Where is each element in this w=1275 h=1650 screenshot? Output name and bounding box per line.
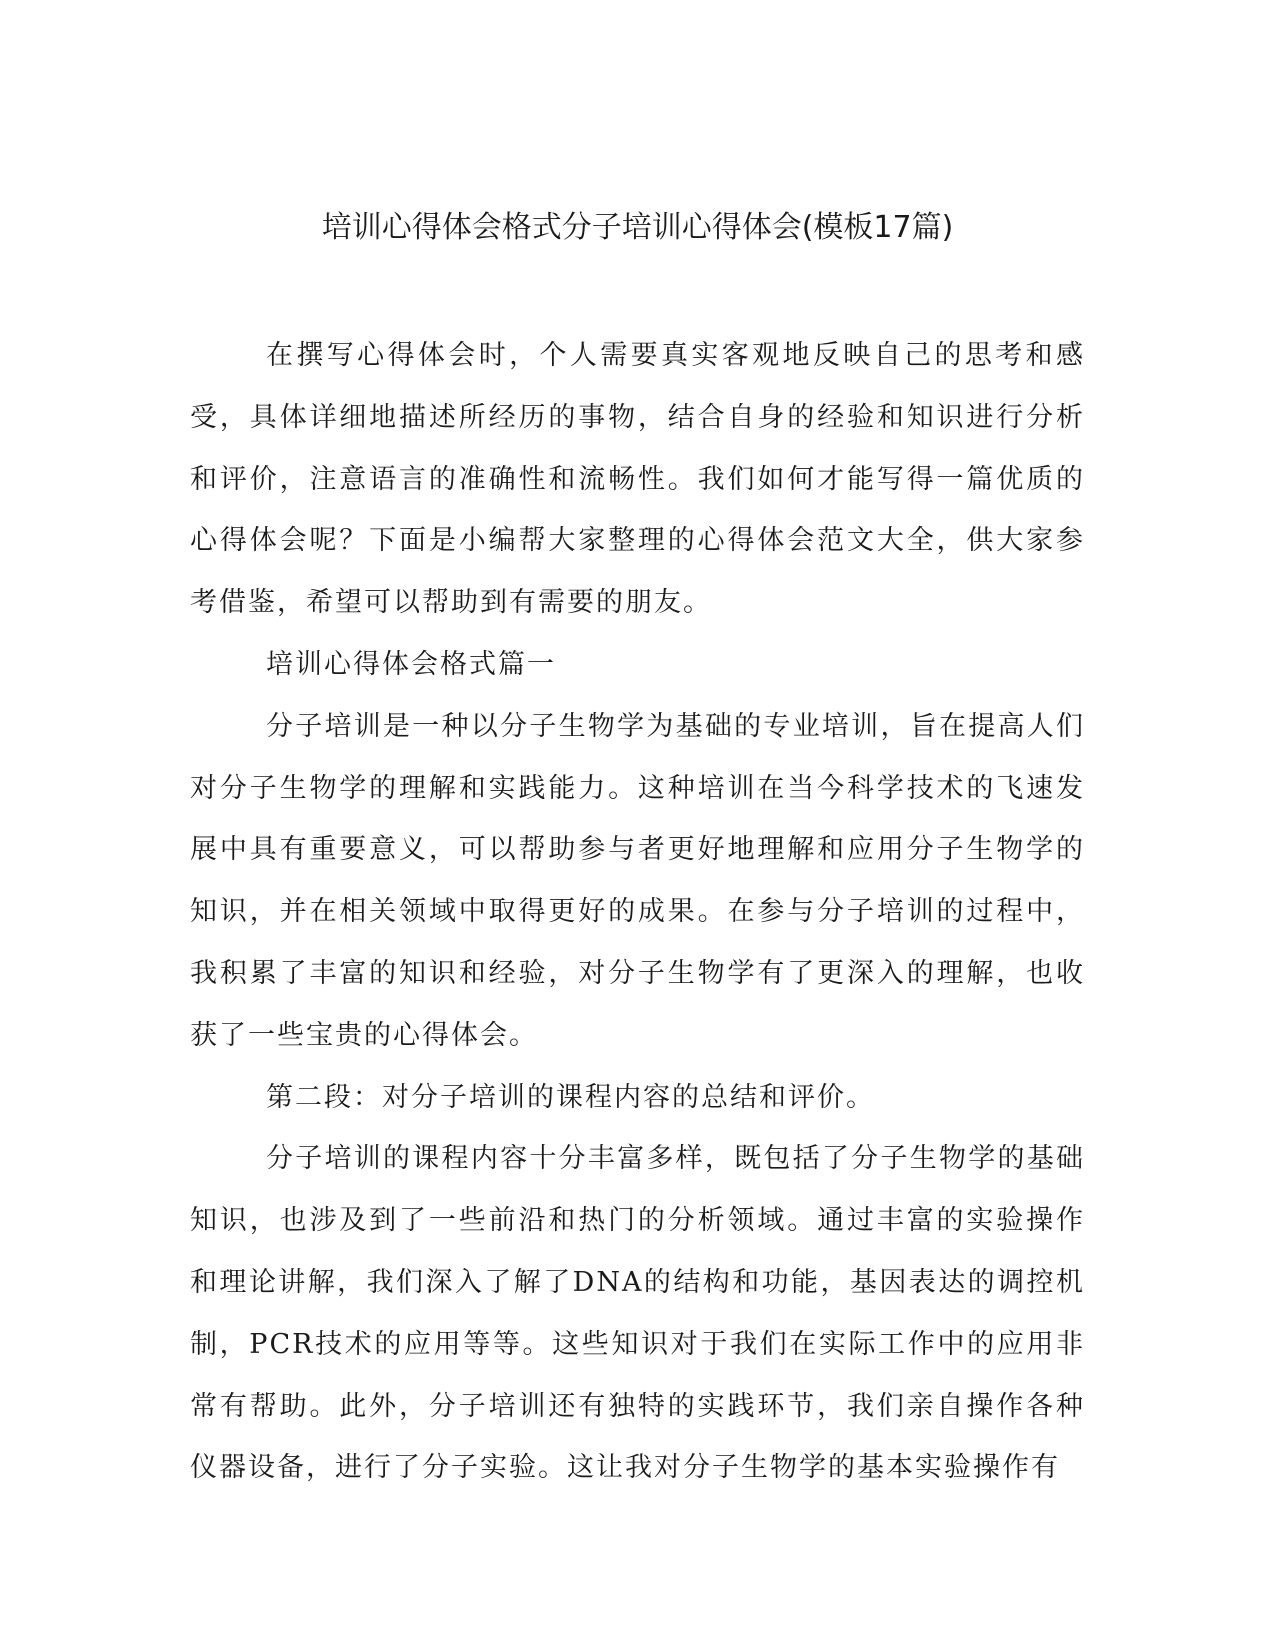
document-body: [190, 325, 1085, 1499]
body-paragraph: 分子培训是一种以分子生物学为基础的专业培训，旨在提高人们对分子生物学的理解和实践能力。这种培训在当今科学技术的飞速发展中具有重要意义，可以帮助参与者更好地理解和应用分子生物学的知识，并在相关领域中取得更好的成果。在参与分子培训的过程中，我积累了丰富的知识和经验，对分子生物学有了更深入的理解，也收获了一些宝贵的心得体会。: [190, 710, 1085, 1051]
document-title: 培训心得体会格式分子培训心得体会(模板17篇): [321, 210, 954, 245]
section-heading: 培训心得体会格式篇一: [266, 648, 556, 680]
intro-paragraph: 在撰写心得体会时，个人需要真实客观地反映自己的思考和感受，具体详细地描述所经历的事物，结合自身的经验和知识进行分析和评价，注意语言的准确性和流畅性。我们如何才能写得一篇优质的心得体会呢？下面是小编帮大家整理的心得体会范文大全，供大家参考借鉴，希望可以帮助到有需要的朋友。: [190, 340, 1085, 619]
subsection-heading: 第二段：对分子培训的课程内容的总结和评价。: [266, 1081, 875, 1113]
body-paragraph: 分子培训的课程内容十分丰富多样，既包括了分子生物学的基础知识，也涉及到了一些前沿和热门的分析领域。通过丰富的实验操作和理论讲解，我们深入了解了DNA的结构和功能，基因表达的调控机制，PCR技术的应用等等。这些知识对于我们在实际工作中的应用非常有帮助。此外，分子培训还有独特的实践环节，我们亲自操作各种仪器设备，进行了分子实验。这让我对分子生物学的基本实验操作有: [190, 1143, 1085, 1484]
